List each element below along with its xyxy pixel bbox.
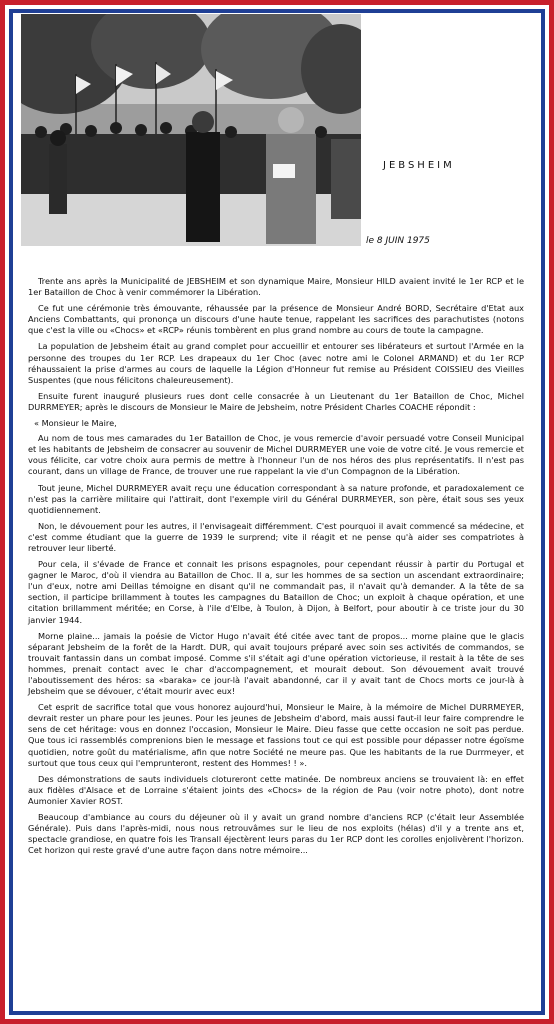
ceremony-photo — [21, 14, 361, 246]
paragraph: Beaucoup d'ambiance au cours du déjeuner où il y avait un grand nombre d'anciens RCP (c'était leur Assemblée Générale). Puis dans l'après-midi, nous nous retrouvâmes sur le lieu de nos exploits (hélas) d'il y a trente ans et, spectacle grandiose, en quatre fois les Transall éjectèrent leurs paras du 1er RCP dont les corolles enjolivèrent l'horizon. Cet horizon qui reste gravé d'une autre façon dans notre mémoire... — [28, 812, 524, 856]
document-title: JEBSHEIM — [383, 160, 455, 171]
paragraph: Pour cela, il s'évade de France et connait les prisons espagnoles, pour cependant réussir à partir du Portugal et gagner le Maroc, d'où il viendra au Bataillon de Choc. Il a, sur les hommes de sa section un ascendant extraordinaire; l'un d'eux, notre ami Deillas témoigne en disant qu'il ne commandait pas, il n'avait qu'à demander. A la tête de sa section, il participe brillamment à toutes les campagnes du Bataillon de Choc; un exploit à chaque opération, et une citation brillamment méritée; en Corse, à l'ile d'Elbe, à Toulon, à Dijon, à Belfort, pour aboutir à ce triste jour du 30 janvier 1944. — [28, 559, 524, 625]
paragraph: Au nom de tous mes camarades du 1er Bataillon de Choc, je vous remercie d'avoir persuadé votre Conseil Municipal et les habitants de Jebsheim de consacrer au souvenir de Michel DURRMEYER une voie de votre cité. Je vous remercie et vous félicite, car votre choix aura permis de mettre à l'honneur l'un de nos héros des plus représentatifs. Il n'est pas courant, dans un village de France, de trouver une rue rappelant la vie d'un Compagnon de la Libération. — [28, 433, 524, 477]
paragraph: La population de Jebsheim était au grand complet pour accueillir et entourer ses libérateurs et surtout l'Armée en la personne des troupes du 1er RCP. Les drapeaux du 1er Choc (avec notre ami le Colonel ARMAND) et du 1er RCP réhaussaient la prise d'armes au cours de laquelle la Légion d'Honneur fut remise au Président COISSIEU des Vieilles Suspentes (que nous félicitons chaleureusement). — [28, 341, 524, 385]
paragraph: Ensuite furent inauguré plusieurs rues dont celle consacrée à un Lieutenant du 1er Bataillon de Choc, Michel DURRMEYER; après le discours de Monsieur le Maire de Jebsheim, notre Président Charles COACHE répondit : — [28, 390, 524, 412]
document-page — [16, 14, 538, 1010]
paragraph: Tout jeune, Michel DURRMEYER avait reçu une éducation correspondant à sa nature profonde, et paradoxalement ce n'est pas la carrière militaire qui l'attirait, dont l'exemple viril du Général DURRMEYER, son père, était sous ses yeux quotidiennement. — [28, 482, 524, 515]
paragraph: Cet esprit de sacrifice total que vous honorez aujourd'hui, Monsieur le Maire, à la mémoire de Michel DURRMEYER, devrait rester un phare pour les jeunes. Pour les jeunes de Jebsheim d'abord, mais aussi faut-il leur faire comprendre le sens de cet héritage: vous en donnez l'occasion, Monsieur le Maire. Dieu fasse que cette occasion ne soit pas perdue. Que tous ici rassemblés comprenions bien le message et fassions tout ce qui est possible pour dépasser notre égoïsme quotidien, notre goût du matérialisme, afin que notre Société ne meure pas. Que les habitants de la rue Durrmeyer, et surtout que tous ceux qui l'emprunteront, restent des Hommes! ! ». — [28, 702, 524, 768]
paragraph: Non, le dévouement pour les autres, il l'envisageait différemment. C'est pourquoi il avait commencé sa médecine, et c'est comme étudiant que la guerre de 1939 le surprend; vite il réagit et ne pense qu'à aider ses compatriotes à retrouver leur liberté. — [28, 520, 524, 553]
paragraph: Trente ans après la Municipalité de JEBSHEIM et son dynamique Maire, Monsieur HILD avaient invité le 1er RCP et le 1er Bataillon de Choc à venir commémorer la Libération. — [28, 276, 524, 298]
ceremony-photo-illustration — [21, 14, 361, 246]
paragraph: Ce fut une cérémonie très émouvante, réhaussée par la présence de Monsieur André BORD, Secrétaire d'Etat aux Anciens Combattants, qui prononça un discours d'une haute tenue, rappelant les sacrifices des parachutistes (notons que c'est la ville ou «Chocs» et «RCP» réunis tombèrent en plus grand nombre au cours de toute la campagne. — [28, 303, 524, 336]
document-date: le 8 JUIN 1975 — [366, 236, 430, 246]
article-body — [28, 276, 524, 861]
paragraph: « Monsieur le Maire, — [34, 418, 117, 429]
paragraph: Morne plaine... jamais la poésie de Victor Hugo n'avait été citée avec tant de propos... morne plaine que le glacis séparant Jebsheim de la forêt de la Hardt. DUR, qui avait toujours préparé avec soin ses activités de commandos, se trouvait fantassin dans un combat imposé. Comme s'il s'était agi d'une opération victorieuse, il restait à la tête de ses hommes, prenait contact avec le char d'accompagnement, et mourait debout. Son dévouement avait trouvé l'aboutissement des héros: sa «baraka» ce jour-là l'avait abandonné, car il y avait tant de Chocs morts ce jour-là à Jebsheim que se dévouer, c'était mourir avec eux! — [28, 630, 524, 697]
paragraph: Des démonstrations de sauts individuels clotureront cette matinée. De nombreux anciens se trouvaient là: en effet aux fidèles d'Alsace et de Lorraine s'étaient joints des «Chocs» de la région de Pau (voir notre photo), dont notre Aumonier Xavier ROST. — [28, 773, 524, 806]
